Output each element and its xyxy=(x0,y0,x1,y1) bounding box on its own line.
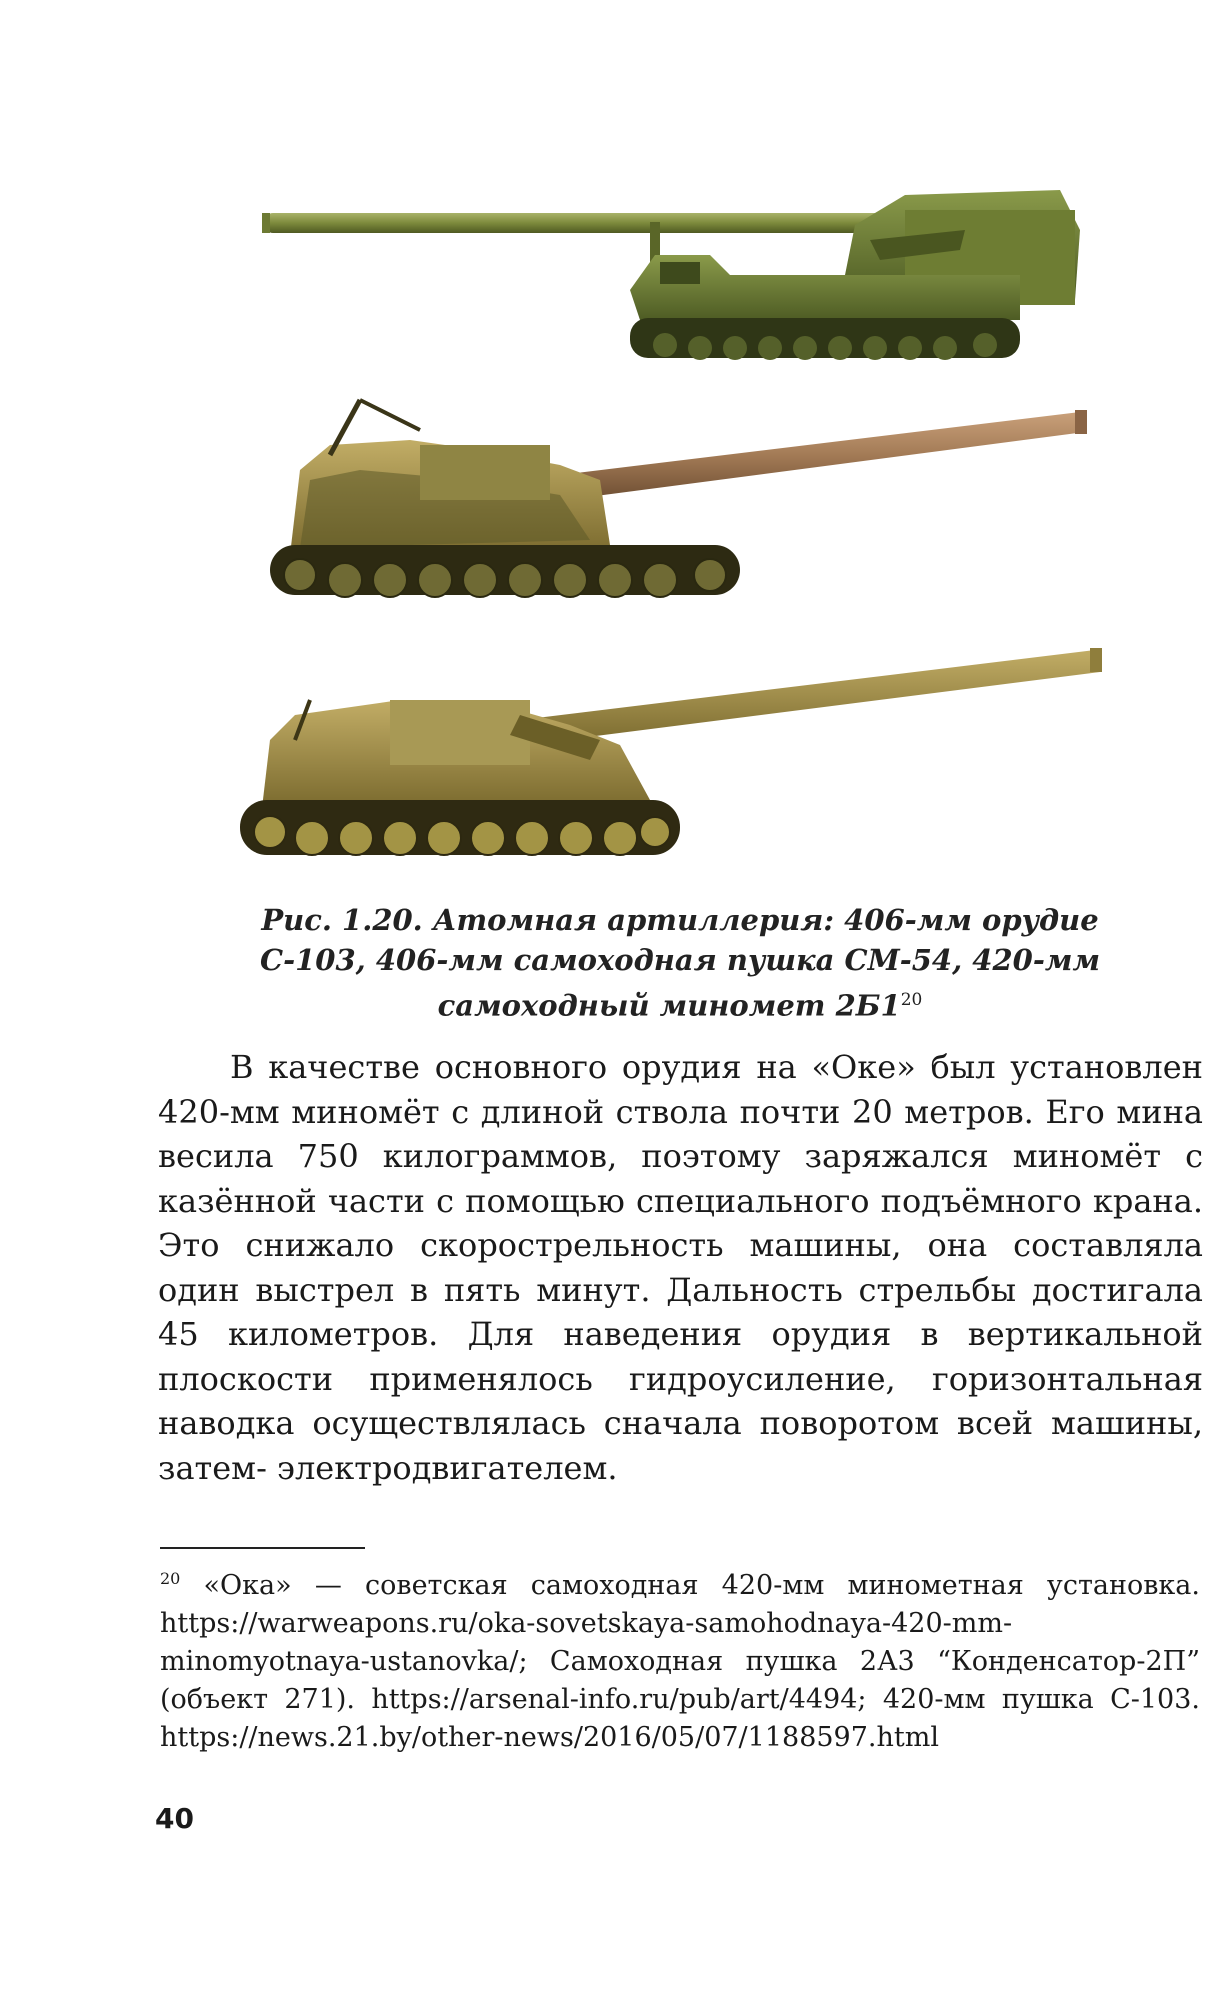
figure-artwork xyxy=(0,0,1223,900)
footnote-text: «Ока» — советская самоходная 420-мм минометная установка. https://warweapons.ru/oka-sovetskaya-samohodnaya-420-mm-minomyotnaya-ustanovka/; Самоходная пушка 2А3 “Конденсатор-2П” (объект 271). https://arsenal-info.ru/pub/art/4494; 420-мм пушка С-103. https://news.21.by/other-news/2016/05/07/1188597.html xyxy=(160,1570,1200,1753)
sm-54-gun-illustration xyxy=(270,400,1087,597)
caption-footnote-ref[interactable]: 20 xyxy=(900,990,923,1010)
figure xyxy=(0,0,1223,900)
main-text xyxy=(158,1045,1203,1490)
page-number: 40 xyxy=(155,1802,194,1835)
footnote-number: 20 xyxy=(160,1569,181,1588)
footnote-divider xyxy=(160,1547,365,1549)
figure-caption xyxy=(250,900,1110,1026)
s-103-gun-illustration xyxy=(262,190,1080,360)
2b1-mortar-illustration xyxy=(240,648,1102,855)
body-paragraph: В качестве основного орудия на «Оке» был установлен 420-мм миномёт с длиной ствола почти 20 метров. Его мина весила 750 килограммов, поэтому заряжался миномёт с казённой части с помощью специального подъёмного крана. Это снижало скорострельность машины, она составляла один выстрел в пять минут. Дальность стрельбы достигала 45 километров. Для наведения орудия в вертикальной плоскости применялось гидроусиление, горизонтальная наводка осуществлялась сначала поворотом всей машины, затем- электродвигателем. xyxy=(158,1048,1203,1487)
caption-text: Рис. 1.20. Атомная артиллерия: 406-мм орудие С-103, 406-мм самоходная пушка СМ-54, 420-мм самоходный миномет 2Б1 xyxy=(259,903,1101,1023)
footnote xyxy=(160,1560,1200,1757)
